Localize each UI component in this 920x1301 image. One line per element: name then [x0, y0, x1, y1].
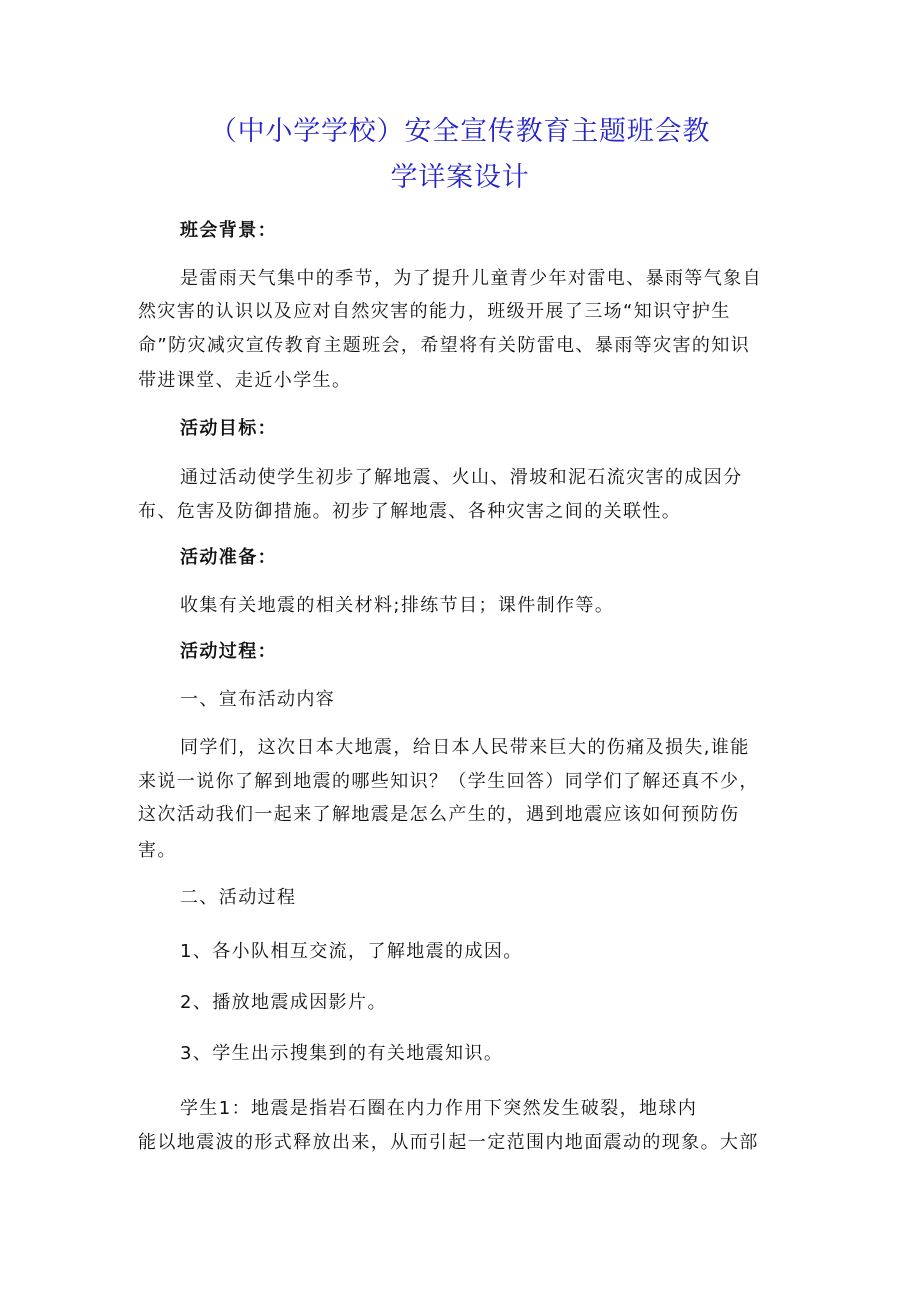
paragraph-line: 害。: [138, 840, 177, 861]
paragraph-line: 通过活动使学生初步了解地震、火山、滑坡和泥石流灾害的成因分: [180, 467, 743, 488]
section-heading: 一、宣布活动内容: [180, 689, 336, 710]
process-heading: 活动过程：: [180, 641, 277, 662]
background-heading: 班会背景：: [180, 220, 277, 241]
paragraph-line: 来说一说你了解到地震的哪些知识？（学生回答）同学们了解还真不少，: [138, 771, 759, 792]
paragraph-line: 这次活动我们一起来了解地震是怎么产生的，遇到地震应该如何预防伤: [138, 804, 740, 825]
document-title-line-2: 学详案设计: [390, 162, 530, 193]
prep-heading: 活动准备：: [180, 547, 277, 568]
section-heading: 二、活动过程: [180, 887, 297, 908]
step-item: 1、各小队相互交流，了解地震的成因。: [180, 941, 523, 962]
goal-heading: 活动目标：: [180, 418, 277, 439]
paragraph-line: 是雷雨天气集中的季节，为了提升儿童青少年对雷电、暴雨等气象自: [180, 268, 762, 289]
paragraph-line: 同学们，这次日本大地震，给日本人民带来巨大的伤痛及损失,谁能: [180, 737, 750, 758]
step-item: 2、播放地震成因影片。: [180, 992, 387, 1013]
paragraph-line: 收集有关地震的相关材料;排练节目；课件制作等。: [180, 595, 615, 616]
paragraph-line: 然灾害的认识以及应对自然灾害的能力，班级开展了三场“知识守护生: [138, 301, 731, 322]
document-title-line-1: （中小学学校）安全宣传教育主题班会教: [209, 116, 711, 147]
paragraph-line: 学生1：地震是指岩石圈在内力作用下突然发生破裂，地球内: [180, 1098, 698, 1119]
paragraph-line: 布、危害及防御措施。初步了解地震、各种灾害之间的关联性。: [138, 501, 682, 522]
paragraph-line: 带进课堂、走近小学生。: [138, 370, 352, 391]
paragraph-line: 命”防灾减灾宣传教育主题班会，希望将有关防雷电、暴雨等灾害的知识: [138, 335, 751, 356]
paragraph-line: 能以地震波的形式释放出来，从而引起一定范围内地面震动的现象。大部: [138, 1132, 759, 1153]
step-item: 3、学生出示搜集到的有关地震知识。: [180, 1043, 504, 1064]
